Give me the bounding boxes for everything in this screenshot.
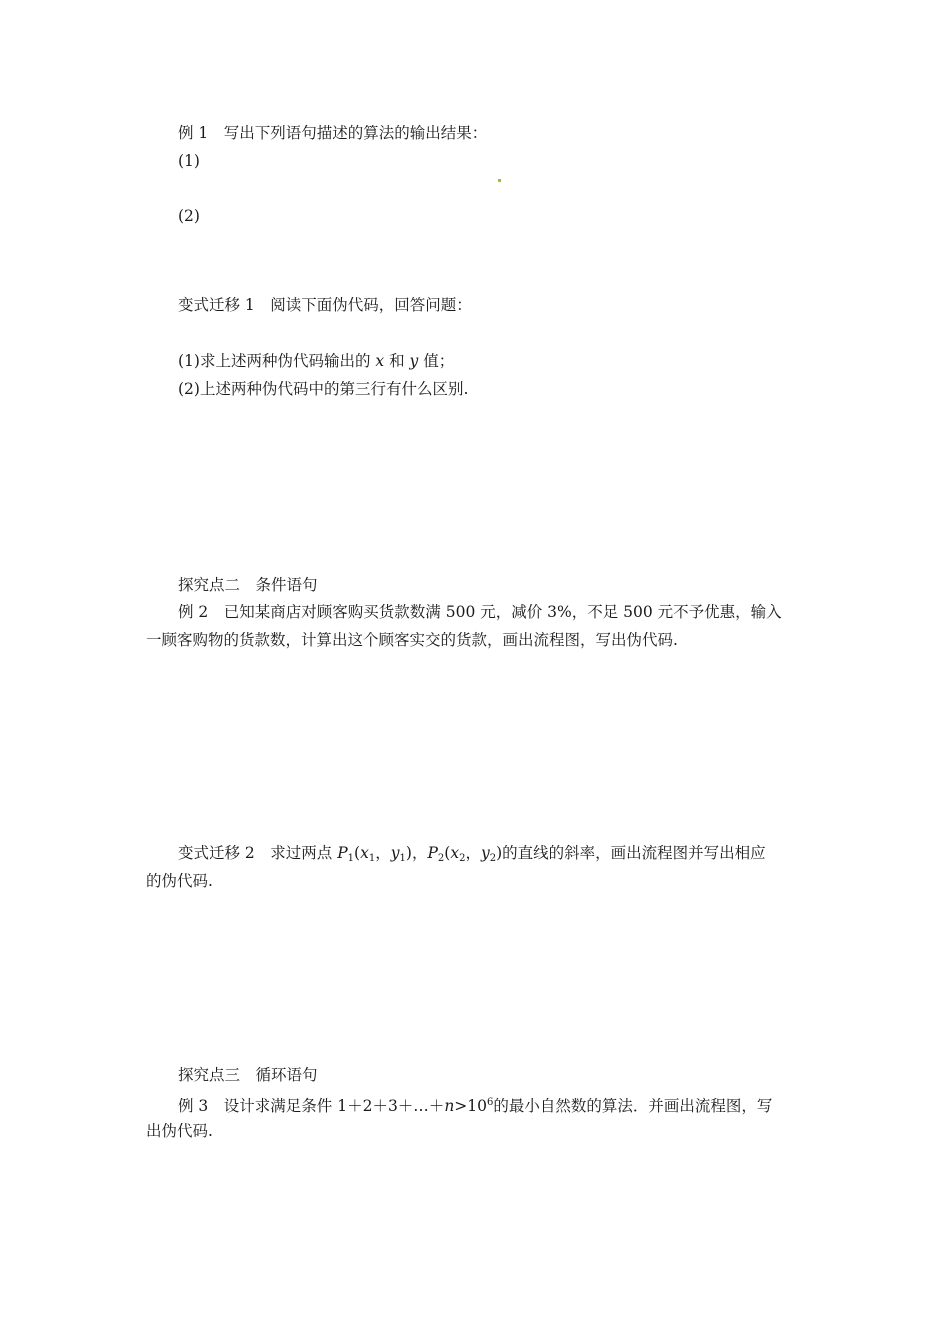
ex1-item-2: (2) <box>178 207 200 225</box>
section2-heading: 探究点二 条件语句 <box>178 576 318 594</box>
section3-heading: 探究点三 循环语句 <box>178 1066 318 1084</box>
ex1-title: 例 1 写出下列语句描述的算法的输出结果： <box>178 124 488 142</box>
variant2-line-1: 变式迁移 2 求过两点 $P_1(x_1$，$y_1$)，$P_2(x_2$，$y_2$)的直线的斜率，画出流程图并写出相应 <box>178 844 766 864</box>
ex3-line-2: 出伪代码. <box>146 1122 213 1140</box>
variant1-question-2: (2)上述两种伪代码中的第三行有什么区别. <box>178 380 469 398</box>
variant1-question-1: (1)求上述两种伪代码输出的 x 和 y 值； <box>178 352 455 370</box>
ex2-line-1: 例 2 已知某商店对顾客购买货款数满 500 元，减价 3%，不足 500 元不予优惠，输入 <box>178 603 782 621</box>
ex2-line-2: 一顾客购物的货款数，计算出这个顾客实交的货款，画出流程图，写出伪代码. <box>146 631 678 649</box>
variant2-line-2: 的伪代码. <box>146 872 213 890</box>
ex1-item-1: (1) <box>178 152 200 170</box>
variant1-title: 变式迁移 1 阅读下面伪代码，回答问题： <box>178 296 472 314</box>
ex3-line-1: 例 3 设计求满足条件 $1+2+3+\dots+n>10^6$的最小自然数的算法．并画出流程图，写 <box>178 1097 773 1115</box>
decorative-dot <box>498 179 501 182</box>
